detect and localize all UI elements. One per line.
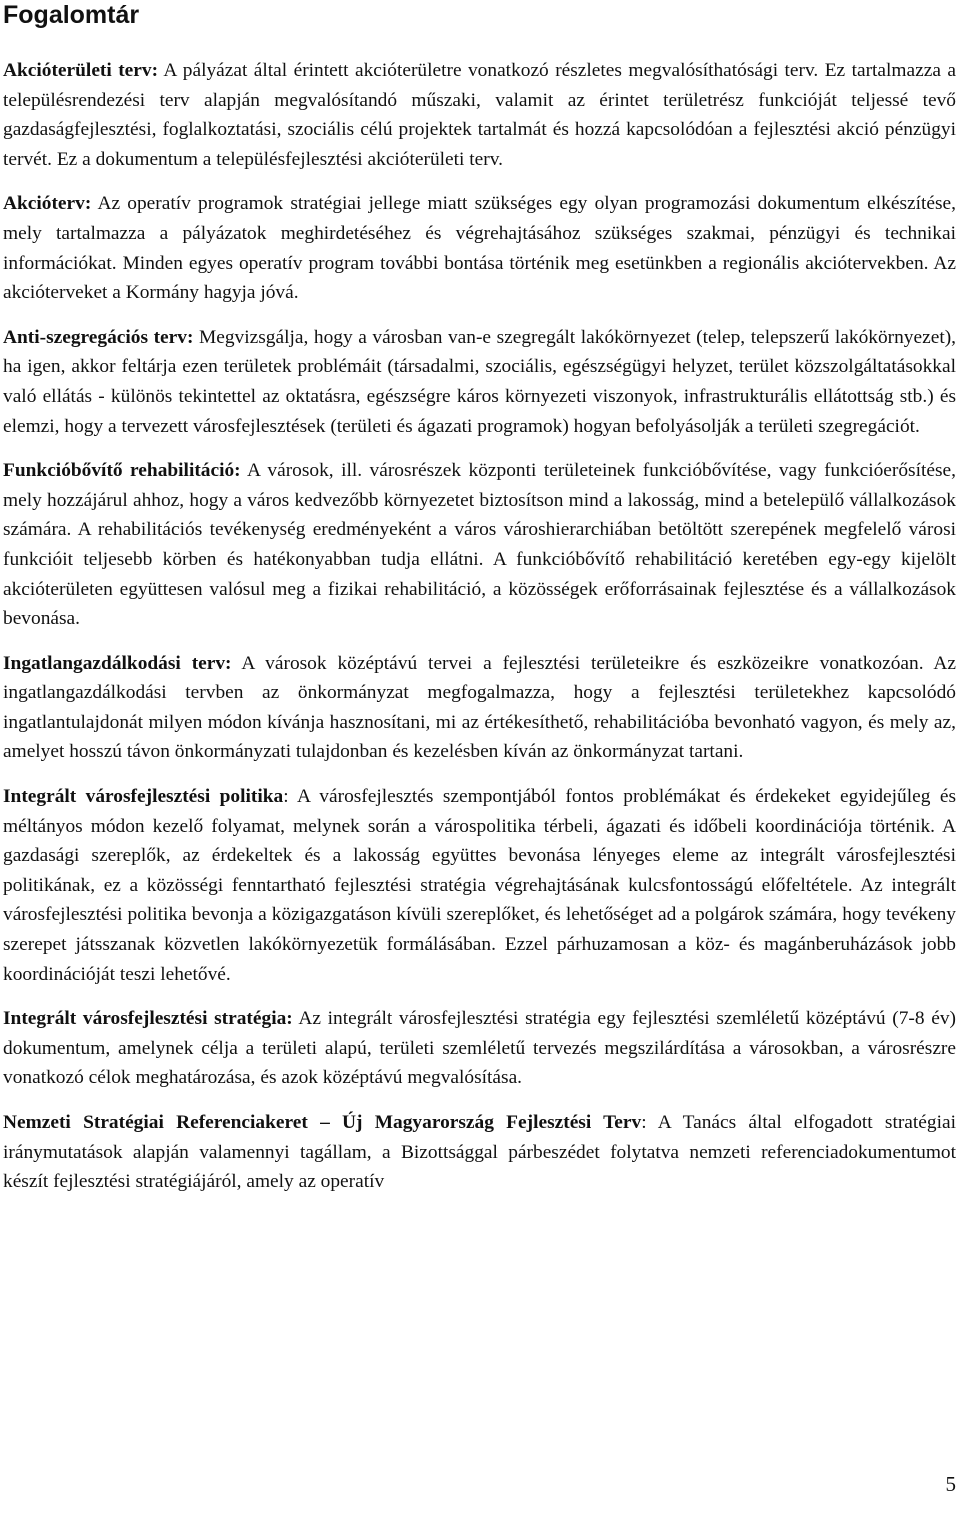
glossary-entry-akcioterv [3, 189, 956, 307]
glossary-definition: A pályázat által érintett akcióterületre vonatkozó részletes megvalósíthatósági terv. Ez tartalmazza a településrendezési terv alapján megvalósítandó műszaki, valamit az érintet területrész funkcióját teljessé tevő gazdaságfejlesztési, foglalkoztatási, szociális célú projektek tartalmát és hozzá kapcsolódóan a fejlesztési akció pénzügyi tervét. Ez a dokumentum a településfejlesztési akcióterületi terv. [3, 60, 956, 170]
glossary-term: Integrált városfejlesztési politika [3, 786, 284, 808]
glossary-definition: A városok, ill. városrészek központi területeinek funkcióbővítése, vagy funkcióerősítése, mely hozzájárul ahhoz, hogy a város kedvezőbb környezetet biztosítson mind a lakosság, mind a betelepülő vállalkozások számára. A rehabilitációs tevékenység eredményeként a város városhierarchiában betöltött szerepének megfelelő városi funkcióit teljesebb körben és hatékonyabban tudja ellátni. A funkcióbővítő rehabilitáció keretében egy-egy kijelölt akcióterületen együttesen valósul meg a fizikai rehabilitáció, a közösségek erőforrásainak fejlesztése és a vállalkozások bevonása. [3, 460, 956, 630]
glossary-definition: : A Tanács által elfogadott stratégiai iránymutatások alapján valamennyi tagállam, a Bizottsággal párbeszédet folytatva nemzeti referenciadokumentumot készít fejlesztési stratégiájáról, amely az operatív [3, 1112, 956, 1193]
page-title: Fogalomtár [3, 1, 140, 29]
glossary-definition: Az operatív programok stratégiai jellege miatt szükséges egy olyan programozási dokumentum elkészítése, mely tartalmazza a pályázatok meghirdetéséhez és végrehajtásához szükséges szakmai, pénzügyi és technikai információkat. Minden egyes operatív program további bontása történik meg esetünkben a regionális akciótervekben. Az akcióterveket a Kormány hagyja jóvá. [3, 193, 956, 304]
glossary-entry-funkciobovito-rehabilitacio [3, 456, 956, 634]
page-number: 5 [945, 1472, 956, 1496]
glossary-entry-integralt-varosfejlesztesi-strategia [3, 1004, 956, 1093]
glossary-term: Ingatlangazdálkodási terv: [3, 652, 232, 674]
glossary-term: Nemzeti Stratégiai Referenciakeret – Új Magyarország Fejlesztési Terv [3, 1112, 642, 1133]
glossary-entry-ingatlangazdalkodasi-terv [3, 649, 956, 767]
glossary-entry-akcioteruleti-terv [3, 56, 956, 174]
glossary-term: Akcióterv: [3, 193, 92, 215]
glossary-entry-integralt-varosfejlesztesi-politika [3, 782, 956, 989]
glossary-entry-anti-szegregacios-terv [3, 323, 956, 441]
glossary-entry-nemzeti-strategiai-referenciakeret [3, 1108, 956, 1197]
glossary-term: Funkcióbővítő rehabilitáció: [3, 460, 241, 482]
glossary-term: Integrált városfejlesztési stratégia: [3, 1008, 293, 1030]
glossary-term: Anti-szegregációs terv: [3, 326, 194, 348]
glossary-definition: A városok középtávú tervei a fejlesztési területeikre és eszközeikre vonatkozóan. Az ingatlangazdálkodási tervben az önkormányzat megfogalmazza, hogy a fejlesztési területekhez kapcsolódó ingatlantulajdonát milyen módon kívánja hasznosítani, mi az értékesíthető, rehabilitációba bevonható vagyon, és mely az, amelyet hosszú távon önkormányzati tulajdonban és kezelésben kíván az önkormányzat tartani. [3, 652, 956, 763]
glossary-definition: Az integrált városfejlesztési stratégia egy fejlesztési szemléletű középtávú (7-8 év) dokumentum, amelynek célja a területi alapú, területi szemléletű tervezés megszilárdítása a városokban, a városrészre vonatkozó célok meghatározása, és azok középtávú megvalósítása. [3, 1008, 957, 1089]
glossary-definition: Megvizsgálja, hogy a városban van-e szegregált lakókörnyezet (telep, telepszerű lakókörnyezet), ha igen, akkor feltárja ezen területek problémáit (társadalmi, szociális, egészségügyi helyzet, terület közszolgáltatásokkal való ellátás - különös tekintettel az oktatásra, egészségre káros környezeti viszonyok, infrastrukturális ellátottság stb.) és elemzi, hogy a tervezett városfejlesztések (területi és ágazati programok) hogyan befolyásolják a területi szegregációt. [3, 326, 957, 437]
glossary-definition: : A városfejlesztés szempontjából fontos problémákat és érdekeket egyidejűleg és méltányos módon kezelő folyamat, melynek során a várospolitika térbeli, ágazati és időbeli koordinációja történik. A gazdasági szereplők, az érdekeltek és a lakosság együttes bevonása lényeges eleme az integrált városfejlesztési politikának, ez a közösségi fenntartható fejlesztési stratégia végrehajtásának kulcsfontosságú előfeltétele. Az integrált városfejlesztési politika bevonja a közigazgatáson kívüli szereplőket, és lehetőséget ad a polgárok számára, hogy tevékeny szerepet játsszanak közvetlen lakókörnyezetük formálásában. Ezzel párhuzamosan a köz- és magánberuházások jobb koordinációját teszi lehetővé. [3, 786, 956, 985]
glossary-term: Akcióterületi terv: [3, 60, 159, 81]
glossary-entries [3, 56, 956, 1197]
